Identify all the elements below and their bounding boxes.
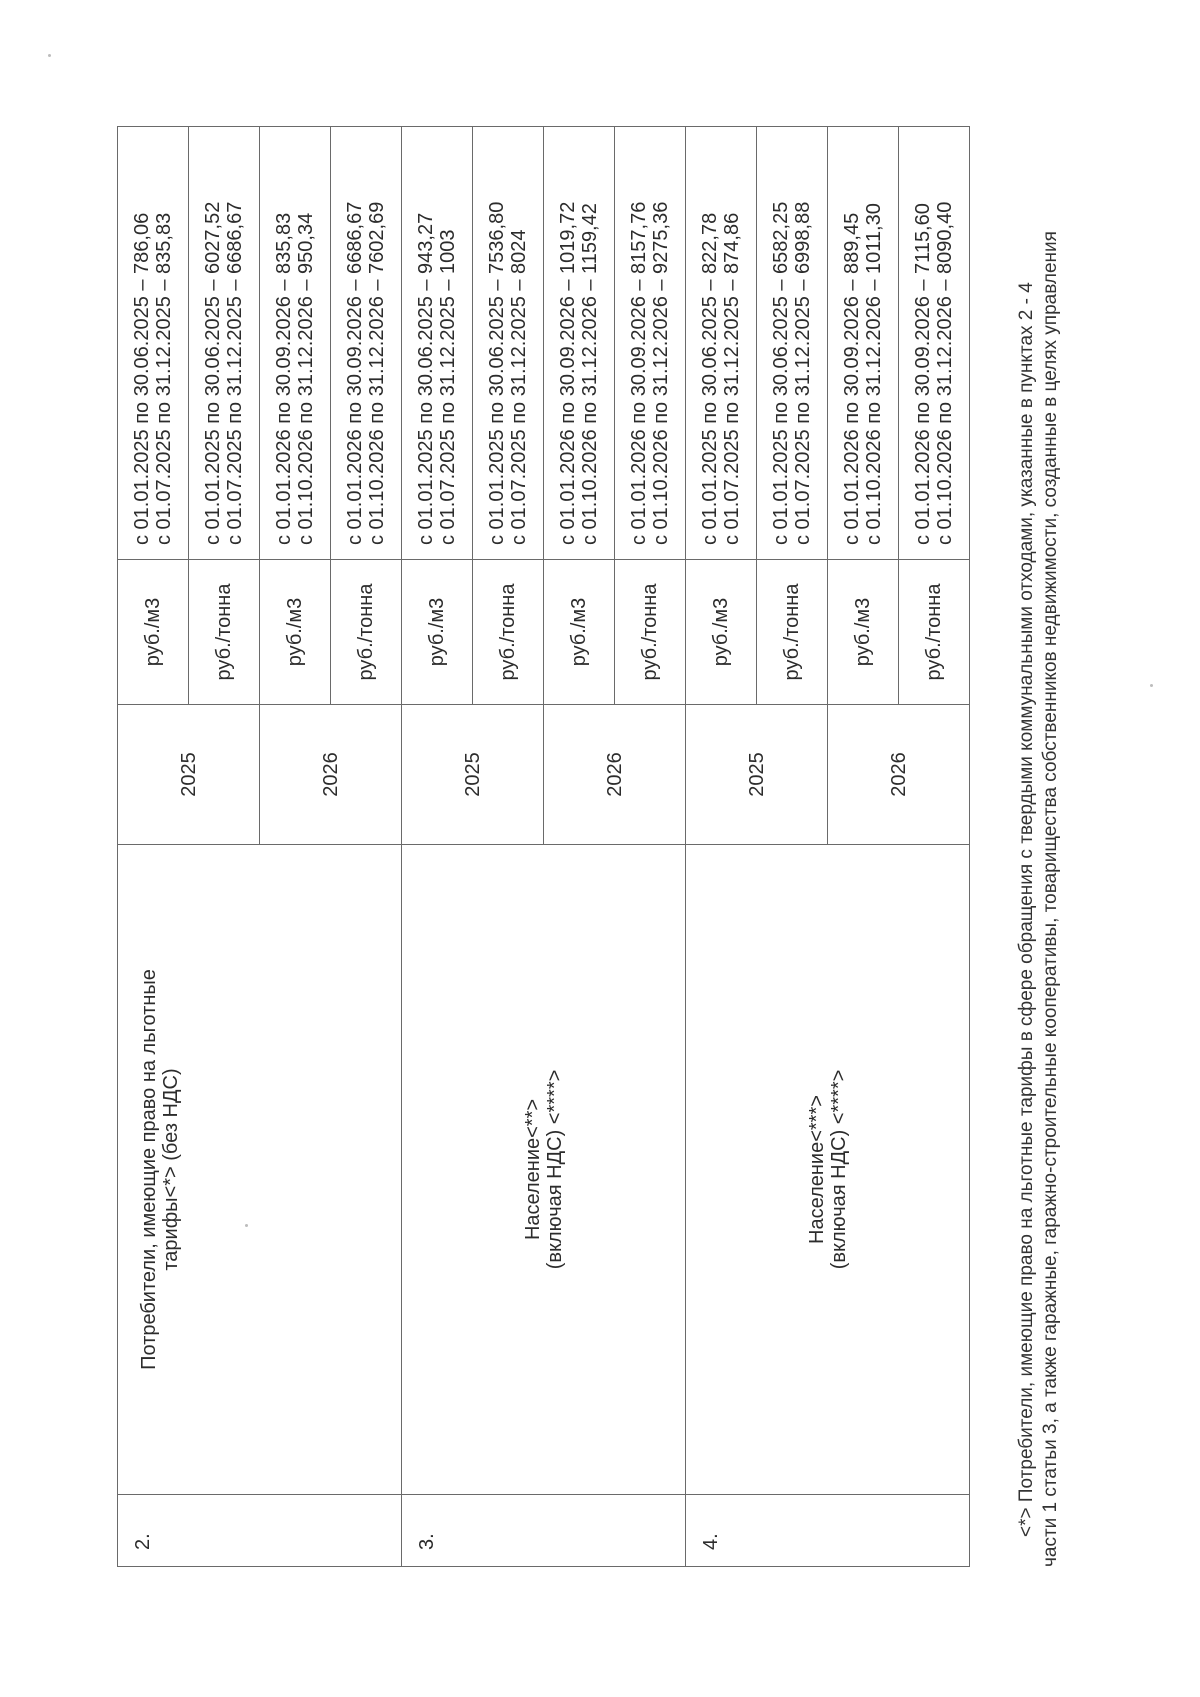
tariff-period-line: с 01.01.2026 по 30.09.2026 – 7115,60 <box>912 203 934 545</box>
unit-cell: руб./тонна <box>189 560 260 705</box>
scan-speck <box>1150 684 1153 687</box>
year-cell: 2025 <box>118 705 260 845</box>
category-line: Потребители, имеющие право на льготные <box>138 969 160 1370</box>
tariff-period-line: с 01.07.2025 по 31.12.2025 – 6998,88 <box>792 201 814 545</box>
tariff-period-line: с 01.01.2025 по 30.06.2025 – 943,27 <box>415 212 437 545</box>
tariff-period-line: с 01.07.2025 по 31.12.2025 – 8024 <box>508 229 530 545</box>
year-cell: 2026 <box>260 705 402 845</box>
tariff-period-line: с 01.10.2026 по 31.12.2026 – 9275,36 <box>650 201 672 545</box>
unit-cell: руб./тонна <box>473 560 544 705</box>
tariff-periods <box>615 127 686 560</box>
unit-cell: руб./м3 <box>260 560 331 705</box>
row-number: 3. <box>402 1495 686 1567</box>
table-row <box>118 127 189 1567</box>
tariff-period-line: с 01.10.2026 по 31.12.2026 – 1011,30 <box>863 203 885 545</box>
footnote <box>1015 127 1063 1567</box>
tariff-period-line: с 01.10.2026 по 31.12.2026 – 950,34 <box>295 212 317 545</box>
tariff-period-line: с 01.01.2026 по 30.09.2026 – 6686,67 <box>344 201 366 545</box>
category-line: Население<***> <box>805 1095 828 1244</box>
tariff-period-line: с 01.01.2026 по 30.09.2026 – 889,45 <box>841 212 863 545</box>
year-cell: 2026 <box>544 705 686 845</box>
tariff-table-body <box>118 127 970 1567</box>
tariff-periods <box>757 127 828 560</box>
tariff-period-line: с 01.07.2025 по 31.12.2025 – 6686,67 <box>224 201 246 545</box>
tariff-period-line: с 01.01.2026 по 30.09.2026 – 835,83 <box>273 212 295 545</box>
table-row <box>402 127 473 1567</box>
tariff-periods <box>544 127 615 560</box>
tariff-period-line: с 01.10.2026 по 31.12.2026 – 1159,42 <box>579 203 601 545</box>
category-line: (включая НДС) <****> <box>543 1069 566 1270</box>
footnote-line: <*> Потребители, имеющие право на льготные тарифы в сфере обращения с твердыми коммунальными отходами, указанные в пунктах 2 - 4 <box>1016 282 1037 1537</box>
tariff-periods <box>828 127 899 560</box>
tariff-period-line: с 01.07.2025 по 31.12.2025 – 874,86 <box>721 212 743 545</box>
tariff-periods <box>686 127 757 560</box>
category-line: тарифы<*> (без НДС) <box>160 1068 182 1271</box>
tariff-period-line: с 01.01.2026 по 30.09.2026 – 8157,76 <box>628 201 650 545</box>
tariff-period-line: с 01.10.2026 по 31.12.2026 – 7602,69 <box>366 201 388 545</box>
tariff-periods <box>189 127 260 560</box>
tariff-period-line: с 01.07.2025 по 31.12.2025 – 1003 <box>437 229 459 545</box>
tariff-periods <box>402 127 473 560</box>
row-number: 2. <box>118 1495 402 1567</box>
tariff-period-line: с 01.07.2025 по 31.12.2025 – 835,83 <box>153 212 175 545</box>
category-line: Население<**> <box>521 1098 544 1241</box>
tariff-period-line: с 01.01.2025 по 30.06.2025 – 822,78 <box>699 212 721 545</box>
consumer-category <box>686 845 970 1495</box>
unit-cell: руб./м3 <box>402 560 473 705</box>
tariff-periods <box>118 127 189 560</box>
year-cell: 2025 <box>402 705 544 845</box>
tariff-periods <box>331 127 402 560</box>
tariff-period-line: с 01.01.2025 по 30.06.2025 – 786,06 <box>131 212 153 545</box>
tariff-period-line: с 01.01.2025 по 30.06.2025 – 6582,25 <box>770 201 792 545</box>
unit-cell: руб./тонна <box>331 560 402 705</box>
tariff-period-line: с 01.01.2025 по 30.06.2025 – 6027,52 <box>202 201 224 545</box>
tariff-period-line: с 01.10.2026 по 31.12.2026 – 8090,40 <box>934 201 956 545</box>
tariff-table <box>117 126 970 1567</box>
table-row <box>686 127 757 1567</box>
tariff-period-line: с 01.01.2026 по 30.09.2026 – 1019,72 <box>557 201 579 545</box>
unit-cell: руб./м3 <box>828 560 899 705</box>
tariff-periods <box>473 127 544 560</box>
footnote-line: части 1 статьи 3, а также гаражные, гаражно-строительные кооперативы, товарищества собственников недвижимости, созданные в целях управления <box>1040 231 1061 1567</box>
consumer-category <box>402 845 686 1495</box>
tariff-periods <box>899 127 970 560</box>
category-line: (включая НДС) <****> <box>827 1069 850 1270</box>
unit-cell: руб./тонна <box>757 560 828 705</box>
tariff-periods <box>260 127 331 560</box>
unit-cell: руб./м3 <box>544 560 615 705</box>
unit-cell: руб./тонна <box>615 560 686 705</box>
scan-speck <box>48 54 51 57</box>
unit-cell: руб./м3 <box>686 560 757 705</box>
scan-speck <box>245 1224 248 1227</box>
row-number: 4. <box>686 1495 970 1567</box>
consumer-category <box>118 845 402 1495</box>
year-cell: 2025 <box>686 705 828 845</box>
unit-cell: руб./тонна <box>899 560 970 705</box>
tariff-period-line: с 01.01.2025 по 30.06.2025 – 7536,80 <box>486 201 508 545</box>
year-cell: 2026 <box>828 705 970 845</box>
unit-cell: руб./м3 <box>118 560 189 705</box>
